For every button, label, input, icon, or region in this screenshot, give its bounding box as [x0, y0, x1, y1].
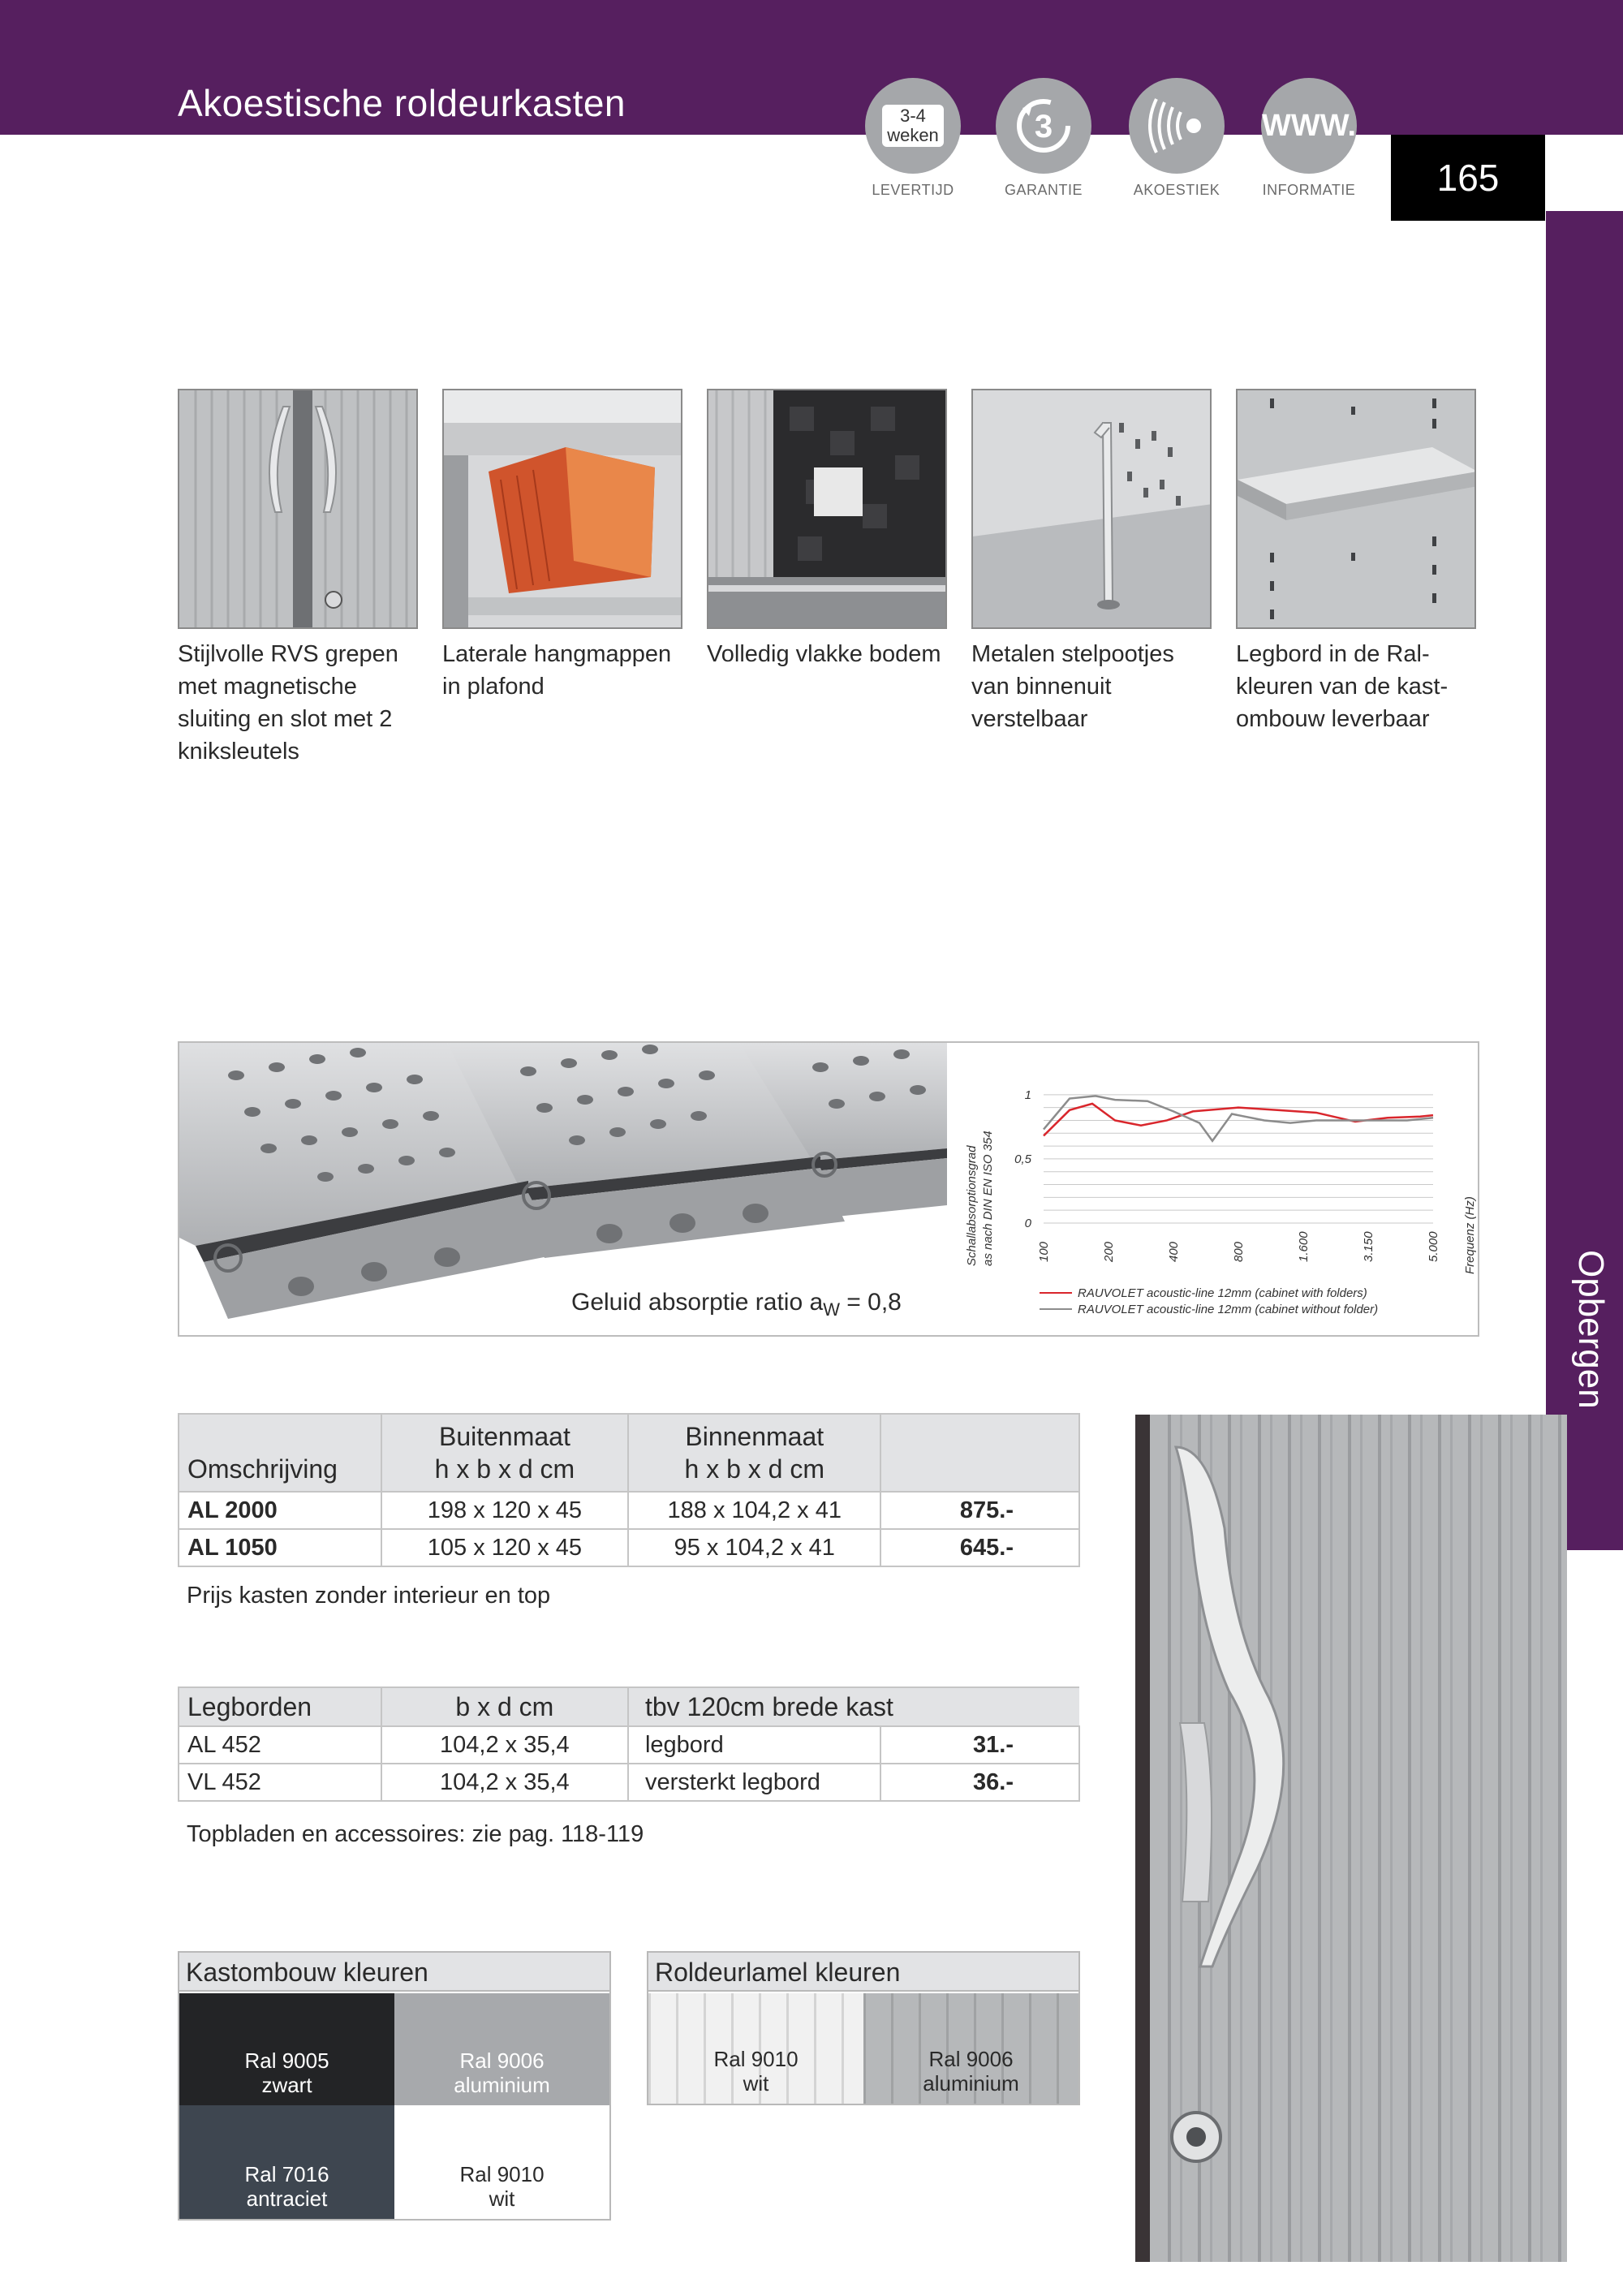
chart-y-ticks — [1014, 1088, 1032, 1230]
legend-entry-with-folders: RAUVOLET acoustic-line 12mm (cabinet with folders) — [1078, 1286, 1367, 1300]
cabinet-code: AL 2000 — [179, 1492, 381, 1529]
shelf-code: VL 452 — [179, 1764, 381, 1801]
chart-ylabel-line2: as nach DIN EN ISO 354 — [981, 1131, 995, 1266]
chart-ylabel-line1: Schallabsorptionsgrad — [965, 1145, 979, 1266]
akoestiek-label: AKOESTIEK — [1133, 182, 1220, 198]
shelf-code: AL 452 — [179, 1726, 381, 1764]
informatie-label: INFORMATIE — [1262, 182, 1356, 198]
handle-photo — [178, 389, 418, 629]
chart-series-lines — [1044, 1096, 1433, 1140]
slat-colors-panel — [647, 1951, 1080, 2105]
header-prijs — [880, 1414, 1079, 1492]
hanging-folders-photo — [442, 389, 682, 629]
shelf-price: 36.- — [880, 1764, 1079, 1801]
swatch-ral-9010: Ral 9010 wit — [394, 2105, 609, 2219]
swatch-slat-ral-9006: Ral 9006 aluminium — [863, 1993, 1078, 2104]
chart-x-tick-label: 200 — [1102, 1241, 1116, 1262]
www-icon: WWW. — [1261, 78, 1357, 174]
feature-caption-bottom: Volledig vlakke bodem — [707, 641, 941, 667]
header-buitenmaat: Buitenmaat h x b x d cm — [381, 1414, 628, 1492]
feature-caption-folders: Laterale hangmappen in plafond — [442, 641, 672, 700]
shelf-desc: versterkt legbord — [628, 1764, 880, 1801]
feature-caption-shelf: Legbord in de Ral-kleuren van de kast-ombouw leverbaar — [1236, 641, 1449, 732]
cabinet-inner: 188 x 104,2 x 41 — [628, 1492, 880, 1529]
feature-caption-handles: Stijlvolle RVS grepen met magnetische sluiting en slot met 2 kniksleutels — [178, 641, 398, 765]
cabinet-outer: 105 x 120 x 45 — [381, 1529, 628, 1566]
absorption-chart — [954, 1043, 1478, 1335]
page-title: Akoestische roldeurkasten — [178, 82, 626, 124]
akoestiek-badge — [1129, 78, 1225, 199]
garantie-label: GARANTIE — [1004, 182, 1083, 198]
cabinet-outer: 198 x 120 x 45 — [381, 1492, 628, 1529]
chart-x-tick-label: 5.000 — [1427, 1231, 1440, 1262]
chart-x-tick-label: 3.150 — [1362, 1231, 1375, 1262]
shelf-desc: legbord — [628, 1726, 880, 1764]
table-row — [179, 1726, 1079, 1764]
table-row — [179, 1529, 1079, 1566]
frame-colors-title: Kastombouw kleuren — [179, 1953, 609, 1992]
cabinet-inner: 95 x 104,2 x 41 — [628, 1529, 880, 1566]
chart-y-tick-label: 1 — [1024, 1088, 1031, 1102]
chart-x-tick-label: 400 — [1167, 1241, 1181, 1262]
shelf-size: 104,2 x 35,4 — [381, 1726, 628, 1764]
chart-x-tick-label: 100 — [1037, 1241, 1051, 1262]
cabinet-price: 645.- — [880, 1529, 1079, 1566]
header-binnenmaat: Binnenmaat h x b x d cm — [628, 1414, 880, 1492]
slat-colors-title: Roldeurlamel kleuren — [648, 1953, 1078, 1992]
swatch-ral-7016: Ral 7016 antraciet — [179, 2105, 394, 2219]
chart-y-tick-label: 0 — [1024, 1217, 1031, 1230]
swatch-slat-ral-9010: Ral 9010 wit — [648, 1993, 863, 2104]
header-tbv: tbv 120cm brede kast — [628, 1687, 1079, 1726]
levertijd-label: LEVERTIJD — [872, 182, 954, 198]
chart-x-tick-label: 800 — [1232, 1241, 1246, 1262]
chart-x-ticks — [1037, 1231, 1440, 1263]
leveling-feet-photo — [971, 389, 1212, 629]
absorption-ratio-label: Geluid absorptie ratio $a_W = 0,8$ — [571, 1289, 902, 1320]
cabinet-note: Prijs kasten zonder interieur en top — [187, 1583, 551, 1609]
legend-entry-without-folder: RAUVOLET acoustic-line 12mm (cabinet without folder) — [1078, 1303, 1379, 1316]
table-row — [179, 1492, 1079, 1529]
shelf-size: 104,2 x 35,4 — [381, 1764, 628, 1801]
truck-icon: 3-4 weken — [865, 78, 961, 174]
cabinet-door-photo — [1135, 1415, 1567, 2262]
header-omschrijving: Omschrijving — [179, 1414, 381, 1492]
garantie-badge — [996, 78, 1091, 199]
swatch-ral-9006: Ral 9006 aluminium — [394, 1993, 609, 2105]
acoustic-icon — [1129, 78, 1225, 174]
shelf-photo — [1236, 389, 1476, 629]
shelf-price: 31.- — [880, 1726, 1079, 1764]
informatie-badge — [1261, 78, 1357, 199]
cabinet-price: 875.- — [880, 1492, 1079, 1529]
shelf-note: Topbladen en accessoires: zie pag. 118-119 — [187, 1821, 644, 1847]
section-tab-label — [1595, 1250, 1611, 1315]
levertijd-badge — [865, 78, 961, 199]
feature-caption-feet: Metalen stelpootjes van binnenuit verstelbaar — [971, 641, 1174, 732]
cabinet-table — [178, 1413, 1080, 1567]
warranty-icon — [996, 78, 1091, 174]
flat-bottom-photo — [707, 389, 947, 629]
cabinet-code: AL 1050 — [179, 1529, 381, 1566]
frame-colors-panel — [178, 1951, 611, 2221]
table-row — [179, 1764, 1079, 1801]
header-legborden: Legborden — [179, 1687, 381, 1726]
chart-grid — [1044, 1095, 1433, 1223]
header-bxd: b x d cm — [381, 1687, 628, 1726]
chart-xlabel: Frequenz (Hz) — [1463, 1196, 1477, 1274]
swatch-ral-9005: Ral 9005 zwart — [179, 1993, 394, 2105]
svg-text:3: 3 — [1034, 109, 1053, 144]
page-number: 165 — [1391, 135, 1545, 221]
chart-x-tick-label: 1.600 — [1297, 1231, 1311, 1262]
acoustic-panel — [178, 1041, 1479, 1337]
shelf-table — [178, 1686, 1080, 1802]
chart-y-tick-label: 0,5 — [1014, 1152, 1031, 1166]
